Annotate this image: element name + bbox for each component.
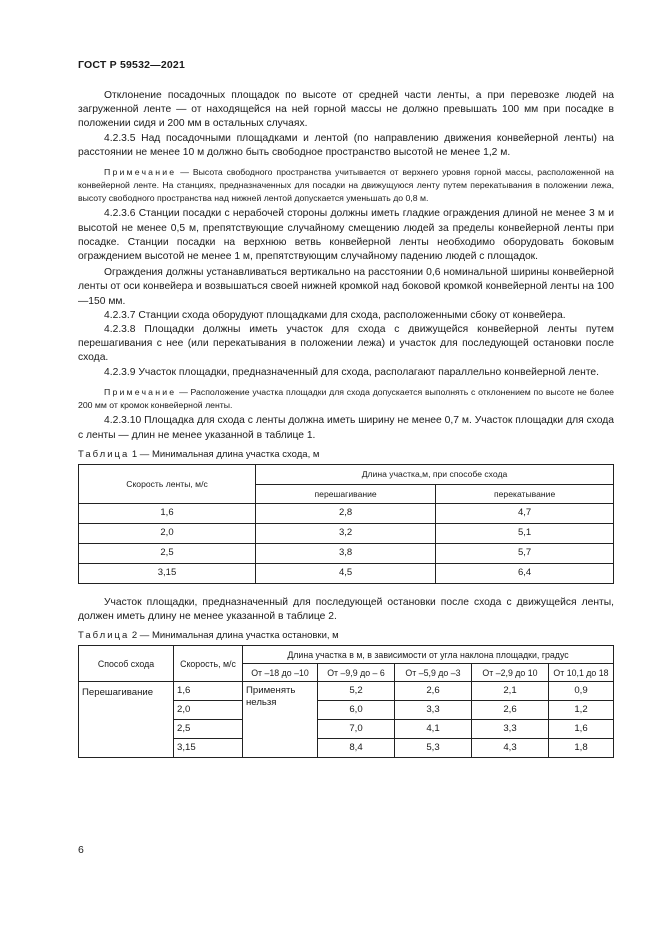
note-2	[78, 386, 614, 412]
table1-header-roll: перекатывание	[436, 484, 614, 503]
table-cell: 1,8	[549, 739, 614, 758]
table-cell: 2,0	[79, 523, 256, 543]
note-label: Примечание	[104, 167, 177, 178]
note-label: Примечание	[104, 386, 177, 397]
table-cell: 2,5	[79, 543, 256, 563]
note-text: — Расположение участка площадки для схода допускается выполнять с отклонением по высоте не более 200 мм от кромок конвейерной ленты.	[78, 386, 614, 410]
table1	[78, 464, 614, 584]
table-cell: 1,6	[174, 682, 243, 701]
document-body	[78, 89, 614, 758]
table-cell: 2,5	[174, 720, 243, 739]
table2-header-length: Длина участка в м, в зависимости от угла наклона площадки, градус	[243, 646, 614, 664]
document-header: ГОСТ Р 59532—2021	[78, 59, 186, 71]
table2-header-method: Способ схода	[79, 646, 174, 682]
paragraph-4-2-3-8: 4.2.3.8 Площадки должны иметь участок для схода с движущейся конвейерной ленты путем перешагивания с нее (или перекатывания в положении лежа) и участок для последующей остановки после схода.	[78, 324, 614, 364]
table-cell: 5,3	[395, 739, 472, 758]
table2-header-angle: От –5,9 до –3	[395, 664, 472, 682]
table-row	[79, 543, 614, 563]
table-cell: 7,0	[318, 720, 395, 739]
table2-caption-text: 2 — Минимальная длина участка остановки, м	[129, 630, 339, 642]
table-cell: 5,1	[436, 523, 614, 543]
table-cell: 8,4	[318, 739, 395, 758]
table-cell: 3,2	[256, 523, 436, 543]
table1-header-length: Длина участка,м, при способе схода	[256, 464, 614, 484]
table1-header-speed: Скорость ленты, м/с	[79, 464, 256, 503]
table2-header-angle: От –2,9 до 10	[472, 664, 549, 682]
table-cell: 3,15	[79, 563, 256, 583]
note-1	[78, 166, 614, 204]
table-cell: 3,8	[256, 543, 436, 563]
table-cell: 5,2	[318, 682, 395, 701]
table-cell: 1,6	[549, 720, 614, 739]
table-cell: 2,6	[472, 701, 549, 720]
table1-caption-label: Таблица	[78, 448, 130, 460]
table2-not-applicable-cell: Применять нельзя	[243, 682, 318, 758]
paragraph-4-2-3-9: 4.2.3.9 Участок площадки, предназначенный для схода, располагают параллельно конвейерной ленте.	[104, 366, 600, 378]
paragraph-4-2-3-10: 4.2.3.10 Площадка для схода с ленты должна иметь ширину не менее 0,7 м. Участок площадки для схода с ленты — длин не менее указанной в таблице 1.	[78, 415, 614, 441]
table1-caption	[78, 449, 614, 461]
table2-caption-label: Таблица	[78, 630, 130, 642]
table-cell: 6,4	[436, 563, 614, 583]
table-cell: 3,3	[395, 701, 472, 720]
table-cell: 2,0	[174, 701, 243, 720]
page-number: 6	[78, 844, 84, 856]
table-cell: 3,3	[472, 720, 549, 739]
table1-caption-text: 1 — Минимальная длина участка схода, м	[129, 448, 320, 460]
paragraph-4-2-3-5: 4.2.3.5 Над посадочными площадками и лентой (по направлению движения конвейерной ленты) на расстоянии не менее 10 м должно быть свободное пространство высотой не менее 1,2 м.	[78, 132, 614, 158]
table2-header-angle: От 10,1 до 18	[549, 664, 614, 682]
table2-header-angle: От –18 до –10	[243, 664, 318, 682]
table-row	[79, 563, 614, 583]
table-cell: 2,1	[472, 682, 549, 701]
table2-header-angle: От –9,9 до – 6	[318, 664, 395, 682]
paragraph: Отклонение посадочных площадок по высоте от средней части ленты, а при перевозке людей на загруженной ленте — от находящейся на ней горной массы не должно превышать 100 мм при посадке в положении сидя и 200 мм в остальных случаях.	[78, 90, 614, 130]
table1-header-step: перешагивание	[256, 484, 436, 503]
table-cell: 1,6	[79, 503, 256, 523]
table-cell: 3,15	[174, 739, 243, 758]
table-row	[79, 503, 614, 523]
table-cell: 4,7	[436, 503, 614, 523]
table-cell: 1,2	[549, 701, 614, 720]
note-text: — Высота свободного пространства учитывается от верхнего уровня горной массы, расположенной на конвейерной ленте. На станциях, предназначенных для посадки на движущуюся ленту путем перекатывания в положении лежа, высоту свободного пространства над нижней лентой допускается уменьшать до 0,8 м.	[78, 167, 614, 203]
table2	[78, 645, 614, 758]
paragraph: Ограждения должны устанавливаться вертикально на расстоянии 0,6 номинальной ширины конвейерной ленты от оси конвейера и возвышаться своей нижней кромкой над боковой кромкой конвейерной ленты на 100—150 мм.	[78, 267, 614, 307]
table2-header-speed: Скорость, м/с	[174, 646, 243, 682]
table-row	[79, 682, 614, 701]
table-cell: 4,5	[256, 563, 436, 583]
table-cell: 4,1	[395, 720, 472, 739]
table2-method-cell: Перешагивание	[79, 682, 174, 758]
paragraph-4-2-3-7: 4.2.3.7 Станции схода оборудуют площадками для схода, расположенными сбоку от конвейера.	[104, 309, 566, 321]
table-row	[79, 523, 614, 543]
table-cell: 6,0	[318, 701, 395, 720]
paragraph: Участок площадки, предназначенный для последующей остановки после схода с движущейся ленты, должен иметь длину не менее указанной в таблице 2.	[78, 596, 614, 623]
paragraph-4-2-3-6: 4.2.3.6 Станции посадки с нерабочей стороны должны иметь гладкие ограждения длиной не менее 3 м и высотой не менее 0,5 м, препятствующие случайному смещению людей за пределы конвейерной ленты при посадке. Станции посадки на верхнюю ветвь конвейерной ленты необходимо оборудовать боковым ограждением высотой не менее 1 м, препятствующим случайному падению людей с площадок.	[78, 208, 614, 263]
table2-caption	[78, 630, 614, 642]
table-cell: 0,9	[549, 682, 614, 701]
table-cell: 4,3	[472, 739, 549, 758]
table-cell: 2,8	[256, 503, 436, 523]
table-cell: 5,7	[436, 543, 614, 563]
table-cell: 2,6	[395, 682, 472, 701]
